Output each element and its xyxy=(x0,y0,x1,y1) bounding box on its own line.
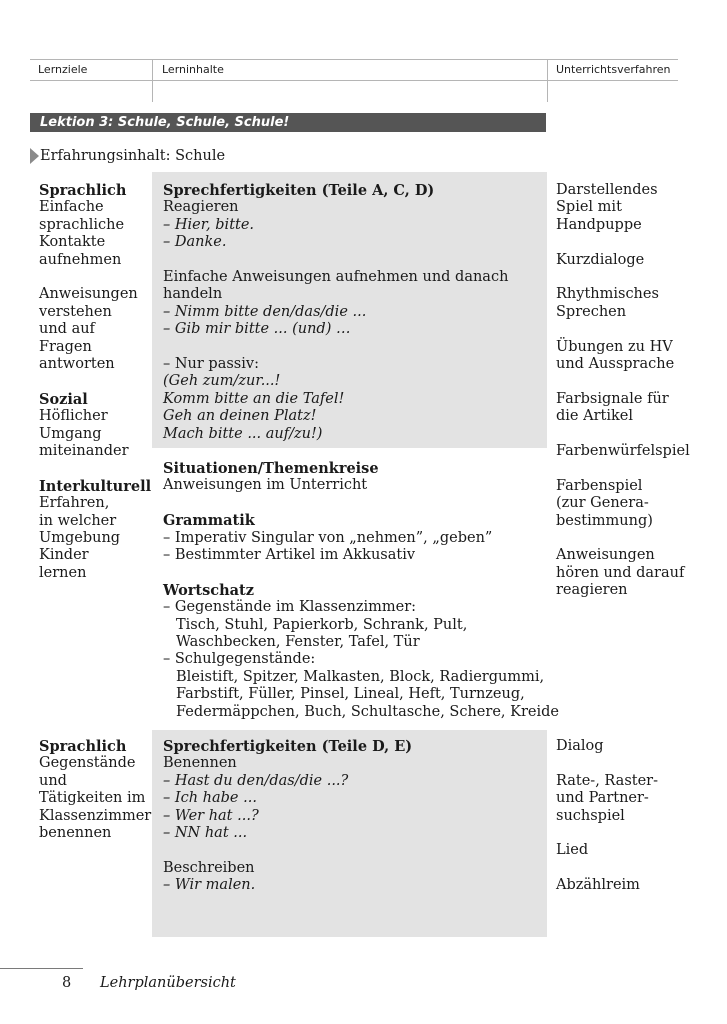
text-line: Erfahren, xyxy=(39,495,110,512)
footer-section-title: Lehrplanübersicht xyxy=(100,975,236,991)
header-lernziele: Lernziele xyxy=(38,63,88,76)
text-line: und Partner- xyxy=(556,790,649,807)
text-line: Farbstift, Füller, Pinsel, Lineal, Heft, Turnzeug, xyxy=(176,686,525,703)
text-line: Farbenwürfelspiel xyxy=(556,443,690,460)
text-line: – Gib mir bitte ... (und) … xyxy=(163,321,351,338)
text-line: die Artikel xyxy=(556,408,633,425)
text-line: und Aussprache xyxy=(556,356,675,373)
section1-content-top xyxy=(163,182,508,443)
text-line: – Hast du den/das/die ...? xyxy=(163,772,349,789)
text-line: Sozial xyxy=(39,390,88,408)
line-gap xyxy=(163,842,412,859)
text-line: Beschreiben xyxy=(163,859,255,876)
lesson-title-bar xyxy=(30,113,546,132)
text-line: verstehen xyxy=(39,303,112,320)
text-line: miteinander xyxy=(39,443,129,460)
text-line: Benennen xyxy=(163,755,237,772)
text-line: – Hier, bitte. xyxy=(163,216,255,233)
section1-content-bottom xyxy=(163,460,559,721)
text-line: benennen xyxy=(39,825,112,842)
text-line: – NN hat ... xyxy=(163,825,248,842)
line-gap xyxy=(556,269,690,286)
text-line: – Bestimmter Artikel im Akkusativ xyxy=(163,547,416,564)
triangle-bullet-icon xyxy=(30,148,39,164)
text-line: Waschbecken, Fenster, Tafel, Tür xyxy=(176,634,420,651)
text-line: reagieren xyxy=(556,582,628,599)
text-line: Reagieren xyxy=(163,199,239,216)
text-line: Rate-, Raster- xyxy=(556,772,658,789)
text-line: Anweisungen xyxy=(556,547,655,564)
header-unterrichtsverfahren: Unterrichtsverfahren xyxy=(556,63,671,76)
line-gap xyxy=(556,860,658,877)
text-line: Fragen xyxy=(39,338,92,355)
text-line: Darstellendes xyxy=(556,182,658,198)
text-line: Kinder xyxy=(39,547,89,564)
text-line: handeln xyxy=(163,286,223,303)
lesson-title: Lektion 3: Schule, Schule, Schule! xyxy=(40,115,290,130)
text-line: Situationen/Themenkreise xyxy=(163,460,379,477)
text-line: Handpuppe xyxy=(556,216,642,233)
text-line: Bleistift, Spitzer, Malkasten, Block, Radiergummi, xyxy=(176,668,545,685)
line-gap xyxy=(556,373,690,390)
section1-learning-goals xyxy=(39,182,151,582)
section2-content xyxy=(163,738,412,895)
column-divider xyxy=(152,59,153,102)
text-line: Einfache xyxy=(39,199,104,216)
text-line: lernen xyxy=(39,564,87,581)
text-line: Anweisungen im Unterricht xyxy=(163,477,368,494)
text-line: – Schulgegenstände: xyxy=(163,651,316,668)
experience-text: Erfahrungsinhalt: Schule xyxy=(40,148,226,164)
header-lerninhalte: Lerninhalte xyxy=(162,63,224,76)
text-line: Rhythmisches xyxy=(556,286,659,303)
text-line: – Imperativ Singular von „nehmen”, „geben” xyxy=(163,529,493,546)
text-line: – Nur passiv: xyxy=(163,356,259,373)
line-gap xyxy=(556,460,690,477)
line-gap xyxy=(39,269,151,286)
text-line: aufnehmen xyxy=(39,251,122,268)
text-line: Gegenstände xyxy=(39,755,136,772)
text-line: Lied xyxy=(556,842,589,859)
line-gap xyxy=(163,495,559,512)
text-line: sprachliche xyxy=(39,216,125,233)
text-line: Umgang xyxy=(39,425,102,442)
text-line: Interkulturell xyxy=(39,477,152,495)
text-line: Farbsignale für xyxy=(556,390,669,407)
text-line: Sprechfertigkeiten (Teile D, E) xyxy=(163,738,413,755)
text-line: hören und darauf xyxy=(556,564,685,581)
text-line: Dialog xyxy=(556,738,604,754)
text-line: Komm bitte an die Tafel! xyxy=(163,390,345,407)
text-line: Umgebung xyxy=(39,530,121,547)
text-line: Federmäppchen, Buch, Schultasche, Schere, Kreide xyxy=(176,703,559,720)
line-gap xyxy=(556,321,690,338)
text-line: Wortschatz xyxy=(163,581,254,599)
line-gap xyxy=(39,373,151,390)
text-line: in welcher xyxy=(39,512,117,529)
section1-methods xyxy=(556,182,690,600)
text-line: Abzählreim xyxy=(556,877,640,894)
page-number: 8 xyxy=(62,975,72,991)
section2-methods xyxy=(556,738,658,895)
text-line: Höflicher xyxy=(39,408,108,425)
line-gap xyxy=(163,252,508,269)
column-header-table xyxy=(30,59,678,102)
text-line: Klassenzimmer xyxy=(39,807,152,824)
line-gap xyxy=(556,530,690,547)
line-gap xyxy=(163,339,508,356)
text-line: Sprachlich xyxy=(39,738,127,755)
text-line: Mach bitte ... auf/zu!) xyxy=(163,425,323,442)
text-line: – Gegenstände im Klassenzimmer: xyxy=(163,599,417,616)
text-line: Anweisungen xyxy=(39,286,138,303)
text-line: Einfache Anweisungen aufnehmen und danach xyxy=(163,269,509,286)
text-line: – Danke. xyxy=(163,234,227,251)
column-header-row xyxy=(30,59,678,81)
text-line: suchspiel xyxy=(556,807,625,824)
text-line: und xyxy=(39,772,67,789)
text-line: und auf xyxy=(39,321,95,338)
text-line: Sprechfertigkeiten (Teile A, C, D) xyxy=(163,182,435,199)
column-divider xyxy=(547,59,548,102)
text-line: Sprechen xyxy=(556,303,627,320)
text-line: Übungen zu HV xyxy=(556,338,673,355)
text-line: antworten xyxy=(39,356,115,373)
line-gap xyxy=(556,825,658,842)
line-gap xyxy=(556,426,690,443)
text-line: – Wer hat ...? xyxy=(163,807,259,824)
line-gap xyxy=(163,564,559,581)
text-line: Grammatik xyxy=(163,512,255,530)
text-line: (zur Genera- xyxy=(556,495,649,512)
text-line: – Wir malen. xyxy=(163,877,256,894)
text-line: Spiel mit xyxy=(556,199,622,216)
text-line: Farbenspiel xyxy=(556,477,643,494)
text-line: Kontakte xyxy=(39,234,106,251)
text-line: bestimmung) xyxy=(556,512,653,529)
text-line: Kurzdialoge xyxy=(556,251,645,268)
text-line: Sprachlich xyxy=(39,182,127,199)
text-line: Tätigkeiten im xyxy=(39,790,146,807)
footer-rule xyxy=(0,968,83,969)
line-gap xyxy=(556,755,658,772)
line-gap xyxy=(39,460,151,477)
section2-learning-goals xyxy=(39,738,151,842)
text-line: Geh an deinen Platz! xyxy=(163,408,317,425)
text-line: – Ich habe ... xyxy=(163,790,257,807)
text-line: Tisch, Stuhl, Papierkorb, Schrank, Pult, xyxy=(176,616,468,633)
line-gap xyxy=(556,234,690,251)
text-line: (Geh zum/zur...! xyxy=(163,373,281,390)
text-line: – Nimm bitte den/das/die ... xyxy=(163,303,367,320)
